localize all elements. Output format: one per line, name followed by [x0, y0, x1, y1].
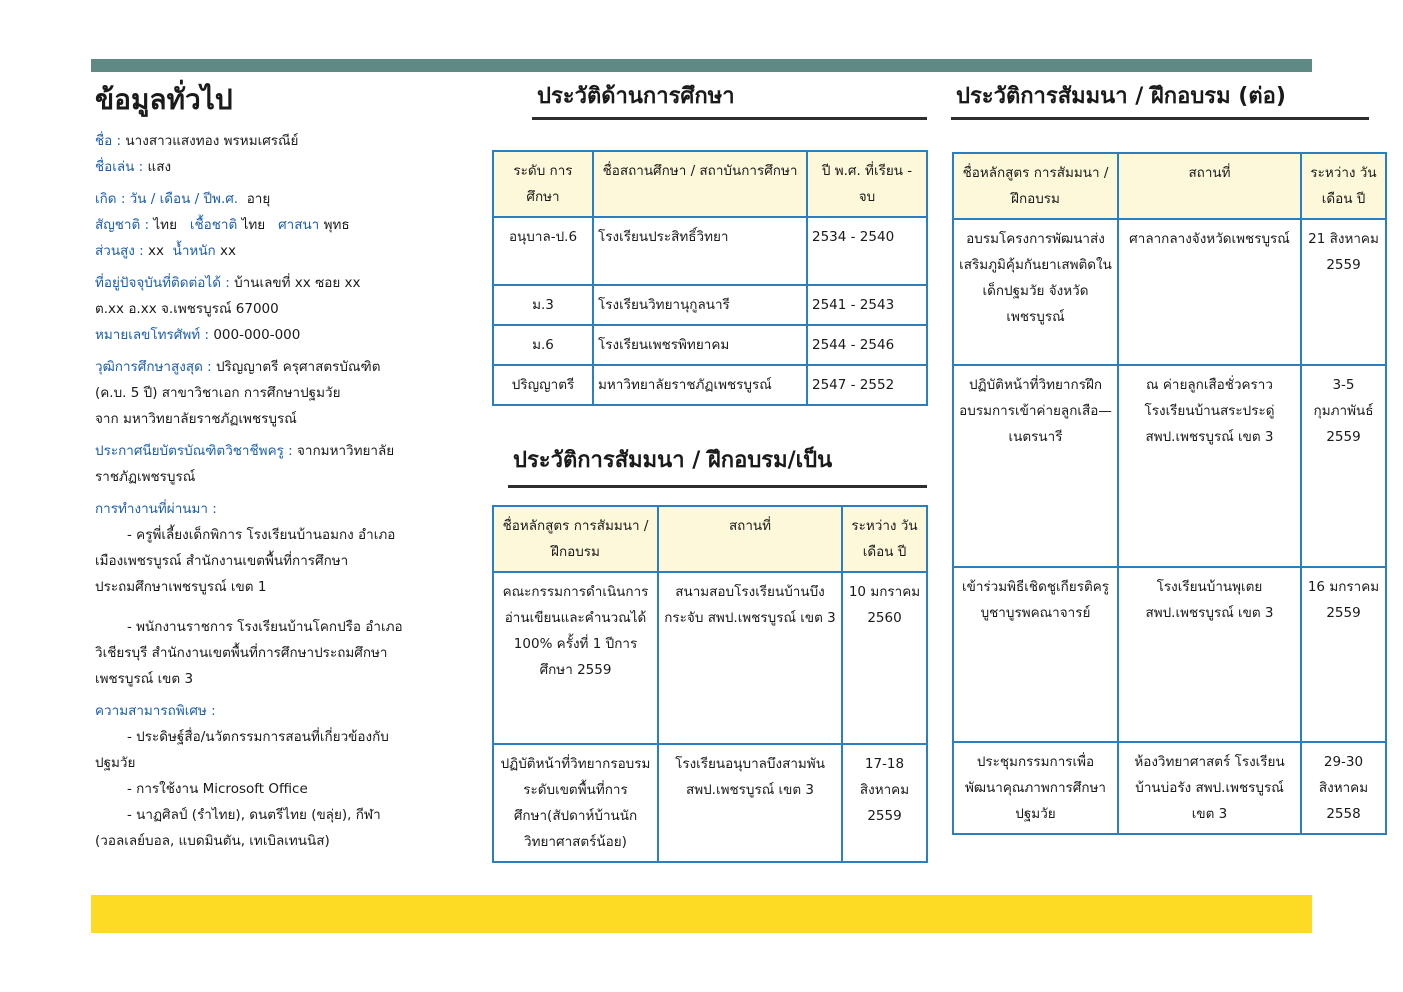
cell: 29-30 สิงหาคม 2558	[1301, 742, 1386, 834]
cell: 3-5 กุมภาพันธ์ 2559	[1301, 365, 1386, 567]
cell: ม.6	[493, 325, 593, 365]
cell: ศาลากลางจังหวัดเพชรบูรณ์	[1118, 219, 1301, 365]
training2-rule	[951, 117, 1369, 120]
header-cell: ชื่อสถานศึกษา / สถาบันการศึกษา	[593, 151, 807, 217]
birth-label: เกิด : วัน / เดือน / ปีพ.ศ.	[95, 191, 239, 207]
height-label: ส่วนสูง :	[95, 243, 144, 259]
cell: 21 สิงหาคม 2559	[1301, 219, 1386, 365]
addr-line1: บ้านเลขที่ xx ซอย xx	[234, 275, 361, 291]
header-cell: สถานที่	[1118, 153, 1301, 219]
cell: ณ ค่ายลูกเสือชั่วคราว โรงเรียนบ้านสระประดู่ สพป.เพชรบูรณ์ เขต 3	[1118, 365, 1301, 567]
rel-label: ศาสนา	[278, 217, 320, 233]
cell: ห้องวิทยาศาสตร์ โรงเรียนบ้านบ่อรัง สพป.เพชรบูรณ์ เขต 3	[1118, 742, 1301, 834]
education-table	[492, 150, 928, 406]
cell: โรงเรียนบ้านพุเตย สพป.เพชรบูรณ์ เขต 3	[1118, 567, 1301, 742]
work-label: การทำงานที่ผ่านมา :	[95, 501, 217, 517]
rel-value: พุทธ	[323, 217, 350, 233]
skill-label: ความสามารถพิเศษ :	[95, 703, 216, 719]
edu-line1: ปริญญาตรี ครุศาสตรบัณฑิต	[215, 359, 381, 375]
cell: อนุบาล-ป.6	[493, 217, 593, 285]
education-rule	[532, 117, 927, 120]
cell: ปริญญาตรี	[493, 365, 593, 405]
cell: โรงเรียนวิทยานุกูลนารี	[593, 285, 807, 325]
training-rule	[508, 485, 927, 488]
race-value: ไทย	[153, 217, 177, 233]
skill-item: - การใช้งาน Microsoft Office	[127, 781, 308, 797]
cell: เข้าร่วมพิธีเชิดชูเกียรติครูบูชาบูรพคณาจารย์	[953, 567, 1118, 742]
training2-table	[952, 152, 1387, 835]
work-item: ประถมศึกษาเพชรบูรณ์ เขต 1	[95, 579, 267, 595]
general-info	[95, 80, 455, 854]
cell: อบรมโครงการพัฒนาส่งเสริมภูมิคุ้มกันยาเสพติดในเด็กปฐมวัย จังหวัดเพชรบูรณ์	[953, 219, 1118, 365]
header-cell: ระหว่าง วัน เดือน ปี	[1301, 153, 1386, 219]
skill-item: - ประดิษฐ์สื่อ/นวัตกรรมการสอนที่เกี่ยวข้องกับ	[127, 729, 389, 745]
cell: ปฏิบัติหน้าที่วิทยากรอบรม ระดับเขตพื้นที่การศึกษา(สัปดาห์บ้านนักวิทยาศาสตร์น้อย)	[493, 744, 658, 862]
cell: 10 มกราคม 2560	[842, 572, 927, 744]
name-label: ชื่อ :	[95, 133, 122, 149]
eth-label: เชื้อชาติ	[189, 217, 238, 233]
header-cell: สถานที่	[658, 506, 842, 572]
edu-line3: จาก มหาวิทยาลัยราชภัฏเพชรบูรณ์	[95, 411, 297, 427]
phone-label: หมายเลขโทรศัพท์ :	[95, 327, 210, 343]
cell: โรงเรียนประสิทธิ์วิทยา	[593, 217, 807, 285]
work-item: เพชรบูรณ์ เขต 3	[95, 671, 194, 687]
skill-item: ปฐมวัย	[95, 755, 136, 771]
skill-item: - นาฏศิลป์ (รำไทย), ดนตรีไทย (ขลุ่ย), กีฬา	[127, 807, 381, 823]
edu-label: วุฒิการศึกษาสูงสุด :	[95, 359, 212, 375]
nick-value: แสง	[147, 159, 172, 175]
bottom-bar	[91, 895, 1312, 933]
height-value: xx	[148, 243, 165, 259]
cell: คณะกรรมการดำเนินการอ่านเขียนและคำนวณได้ 100% ครั้งที่ 1 ปีการศึกษา 2559	[493, 572, 658, 744]
addr-label: ที่อยู่ปัจจุบันที่ติดต่อได้ :	[95, 275, 230, 291]
header-cell: ชื่อหลักสูตร การสัมมนา / ฝึกอบรม	[493, 506, 658, 572]
cell: โรงเรียนเพชรพิทยาคม	[593, 325, 807, 365]
cell: 2547 - 2552	[807, 365, 927, 405]
work-item: เมืองเพชรบูรณ์ สำนักงานเขตพื้นที่การศึกษา	[95, 553, 349, 569]
general-title: ข้อมูลทั่วไป	[95, 83, 233, 116]
name-value: นางสาวแสงทอง พรหมเศรณีย์	[125, 133, 299, 149]
addr-line2: ต.xx อ.xx จ.เพชรบูรณ์ 67000	[95, 301, 279, 317]
weight-value: xx	[220, 243, 237, 259]
cert-line2: ราชภัฏเพชรบูรณ์	[95, 469, 196, 485]
cert-label: ประกาศนียบัตรบัณฑิตวิชาชีพครู :	[95, 443, 293, 459]
cell: โรงเรียนอนุบาลบึงสามพัน สพป.เพชรบูรณ์ เขต 3	[658, 744, 842, 862]
work-item: - ครูพี่เลี้ยงเด็กพิการ โรงเรียนบ้านอมกง อำเภอ	[127, 527, 396, 543]
header-cell: ปี พ.ศ. ที่เรียน - จบ	[807, 151, 927, 217]
header-cell: ระหว่าง วัน เดือน ปี	[842, 506, 927, 572]
cell: สนามสอบโรงเรียนบ้านบึงกระจับ สพป.เพชรบูรณ์ เขต 3	[658, 572, 842, 744]
education-title: ประวัติด้านการศึกษา	[537, 84, 735, 109]
training2-title: ประวัติการสัมมนา / ฝึกอบรม (ต่อ)	[956, 84, 1286, 109]
header-cell: ระดับ การศึกษา	[493, 151, 593, 217]
race-label: สัญชาติ :	[95, 217, 150, 233]
eth-value: ไทย	[241, 217, 266, 233]
skill-item: (วอลเลย์บอล, แบดมินตัน, เทเบิลเทนนิส)	[95, 833, 330, 849]
age-label: อายุ	[246, 191, 271, 207]
work-item: - พนักงานราชการ โรงเรียนบ้านโคกปรือ อำเภอ	[127, 619, 403, 635]
cell: 16 มกราคม 2559	[1301, 567, 1386, 742]
cell: 2534 - 2540	[807, 217, 927, 285]
nick-label: ชื่อเล่น :	[95, 159, 144, 175]
cell: ประชุมกรรมการเพื่อพัฒนาคุณภาพการศึกษาปฐมวัย	[953, 742, 1118, 834]
cell: ปฏิบัติหน้าที่วิทยากรฝึกอบรมการเข้าค่ายลูกเสือ—เนตรนารี	[953, 365, 1118, 567]
edu-line2: (ค.บ. 5 ปี) สาขาวิชาเอก การศึกษาปฐมวัย	[95, 385, 341, 401]
training-table	[492, 505, 928, 863]
cell: มหาวิทยาลัยราชภัฏเพชรบูรณ์	[593, 365, 807, 405]
cell: 2544 - 2546	[807, 325, 927, 365]
cell: ม.3	[493, 285, 593, 325]
work-item: วิเชียรบุรี สำนักงานเขตพื้นที่การศึกษาประถมศึกษา	[95, 645, 388, 661]
weight-label: น้ำหนัก	[172, 243, 216, 259]
phone-value: 000-000-000	[213, 327, 301, 343]
top-bar	[91, 59, 1312, 72]
cert-line1: จากมหาวิทยาลัย	[297, 443, 395, 459]
header-cell: ชื่อหลักสูตร การสัมมนา / ฝึกอบรม	[953, 153, 1118, 219]
cell: 2541 - 2543	[807, 285, 927, 325]
training-title: ประวัติการสัมมนา / ฝึกอบรม/เป็น	[513, 448, 833, 473]
cell: 17-18 สิงหาคม 2559	[842, 744, 927, 862]
